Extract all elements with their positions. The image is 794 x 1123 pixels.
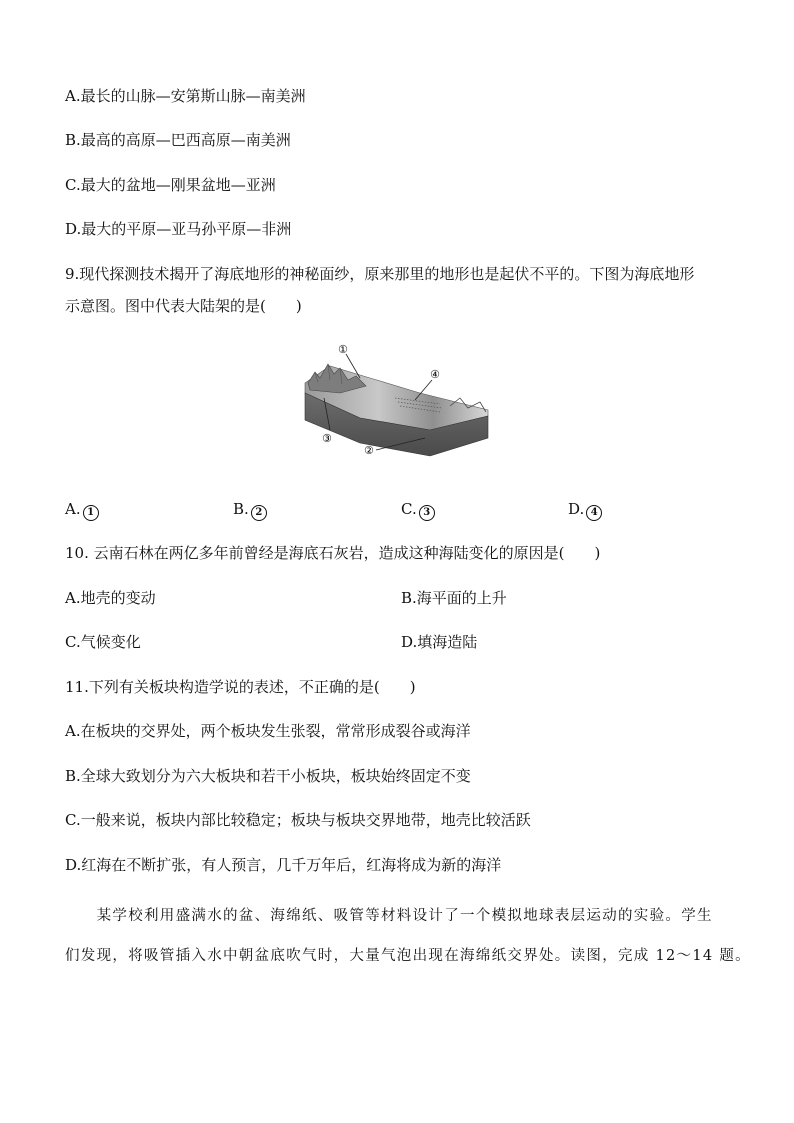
- q9-option-c-letter: C.: [401, 500, 417, 518]
- diagram-label-2: ②: [364, 444, 374, 457]
- q8-option-b: B.最高的高原—巴西高原—南美洲: [65, 131, 291, 149]
- q10-option-c: C.气候变化: [65, 633, 141, 651]
- diagram-label-3: ③: [322, 432, 332, 445]
- q8-option-c: C.最大的盆地—刚果盆地—亚洲: [65, 176, 276, 194]
- q9-option-c: [401, 499, 435, 521]
- passage-line1: 某学校利用盛满水的盆、海绵纸、吸管等材料设计了一个模拟地球表层运动的实验。学生: [65, 908, 713, 924]
- q11-stem: 11.下列有关板块构造学说的表述，不正确的是( ): [65, 678, 416, 696]
- q9-stem-line1: 9.现代探测技术揭开了海底地形的神秘面纱，原来那里的地形也是起伏不平的。下图为海底地形: [65, 265, 695, 283]
- q9-option-b-letter: B.: [233, 500, 249, 518]
- q9-option-d-letter: D.: [568, 500, 585, 518]
- q9-option-b: [233, 499, 267, 521]
- q9-option-a-letter: A.: [65, 500, 81, 518]
- q10-stem: 10. 云南石林在两亿多年前曾经是海底石灰岩，造成这种海陆变化的原因是( ): [65, 544, 601, 562]
- q9-option-b-mark: 2: [251, 505, 267, 521]
- q9-stem-line2: 示意图。图中代表大陆架的是( ): [65, 297, 302, 315]
- q8-option-a: A.最长的山脉—安第斯山脉—南美洲: [65, 87, 306, 105]
- q11-option-b: B.全球大致划分为六大板块和若干小板块，板块始终固定不变: [65, 767, 471, 785]
- q9-option-d-mark: 4: [586, 505, 602, 521]
- q11-option-c: C.一般来说，板块内部比较稳定；板块与板块交界地带，地壳比较活跃: [65, 811, 531, 829]
- q10-option-b: B.海平面的上升: [401, 589, 507, 607]
- q10-option-d: D.填海造陆: [401, 633, 478, 651]
- q9-option-d: [568, 499, 602, 521]
- q10-option-a: A.地壳的变动: [65, 589, 156, 607]
- q9-option-a-mark: 1: [83, 505, 99, 521]
- q8-option-d: D.最大的平原—亚马孙平原—非洲: [65, 220, 292, 238]
- q9-option-c-mark: 3: [419, 505, 435, 521]
- passage-line2: 们发现，将吸管插入水中朝盆底吹气时，大量气泡出现在海绵纸交界处。读图，完成 12～14 题。: [65, 948, 751, 964]
- seafloor-diagram: [300, 338, 490, 468]
- diagram-label-1: ①: [338, 343, 348, 356]
- q11-option-a: A.在板块的交界处，两个板块发生张裂，常常形成裂谷或海洋: [65, 722, 471, 740]
- q9-option-a: [65, 499, 99, 521]
- seafloor-block-illustration: [300, 338, 490, 468]
- q11-option-d: D.红海在不断扩张，有人预言，几千万年后，红海将成为新的海洋: [65, 856, 502, 874]
- diagram-label-4: ④: [430, 368, 440, 381]
